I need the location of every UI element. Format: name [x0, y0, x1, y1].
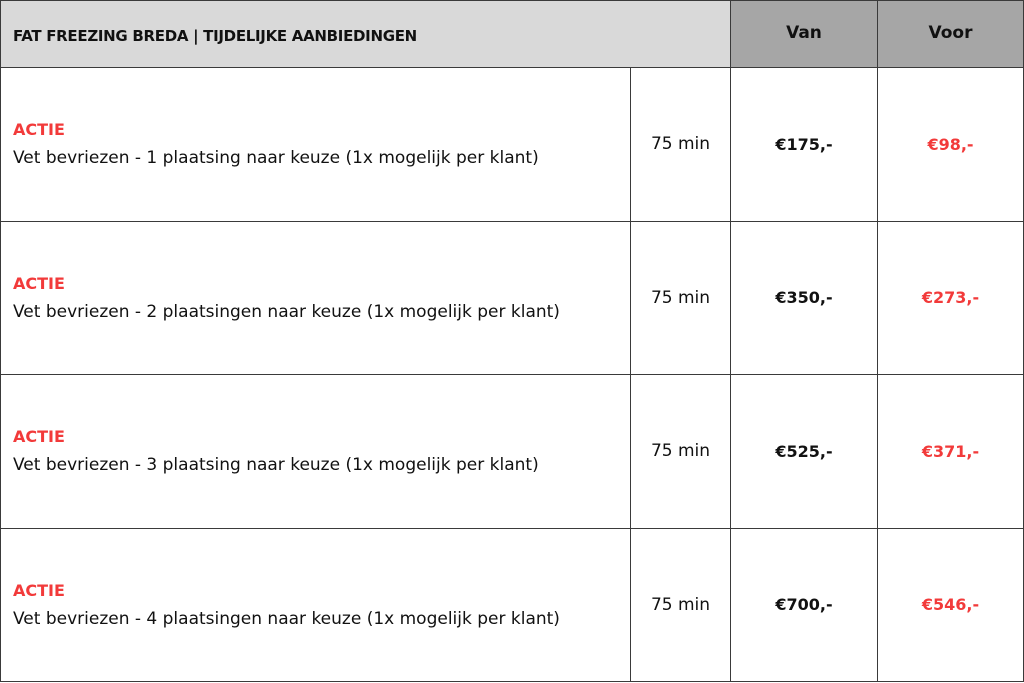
- offer-description-cell: [1, 68, 631, 221]
- table-row: [1, 68, 1024, 221]
- offer-duration: 75 min: [631, 221, 731, 374]
- offer-description-cell: [1, 375, 631, 528]
- table-row: [1, 375, 1024, 528]
- price-to: €98,-: [878, 68, 1024, 221]
- price-to: €371,-: [878, 375, 1024, 528]
- offer-tag: ACTIE: [13, 273, 65, 293]
- price-to: €546,-: [878, 528, 1024, 682]
- price-to: €273,-: [878, 221, 1024, 374]
- offer-description: Vet bevriezen - 2 plaatsingen naar keuze (1x mogelijk per klant): [13, 301, 560, 322]
- price-from: €525,-: [731, 375, 878, 528]
- price-from: €700,-: [731, 528, 878, 682]
- offer-description: Vet bevriezen - 4 plaatsingen naar keuze (1x mogelijk per klant): [13, 608, 560, 629]
- price-from: €175,-: [731, 68, 878, 221]
- offer-duration: 75 min: [631, 68, 731, 221]
- table-title: FAT FREEZING BREDA | TIJDELIJKE AANBIEDINGEN: [1, 1, 731, 68]
- offer-description: Vet bevriezen - 3 plaatsing naar keuze (1x mogelijk per klant): [13, 455, 539, 476]
- table-row: [1, 221, 1024, 374]
- offer-duration: 75 min: [631, 528, 731, 682]
- offer-description-cell: [1, 528, 631, 682]
- column-header-to: Voor: [878, 1, 1024, 68]
- offer-duration: 75 min: [631, 375, 731, 528]
- offer-description: Vet bevriezen - 1 plaatsing naar keuze (1x mogelijk per klant): [13, 148, 539, 169]
- column-header-from: Van: [731, 1, 878, 68]
- price-from: €350,-: [731, 221, 878, 374]
- table-row: [1, 528, 1024, 682]
- offer-tag: ACTIE: [13, 120, 65, 140]
- offer-description-cell: [1, 221, 631, 374]
- offer-tag: ACTIE: [13, 580, 65, 600]
- offer-tag: ACTIE: [13, 427, 65, 447]
- table-header-row: [1, 1, 1024, 68]
